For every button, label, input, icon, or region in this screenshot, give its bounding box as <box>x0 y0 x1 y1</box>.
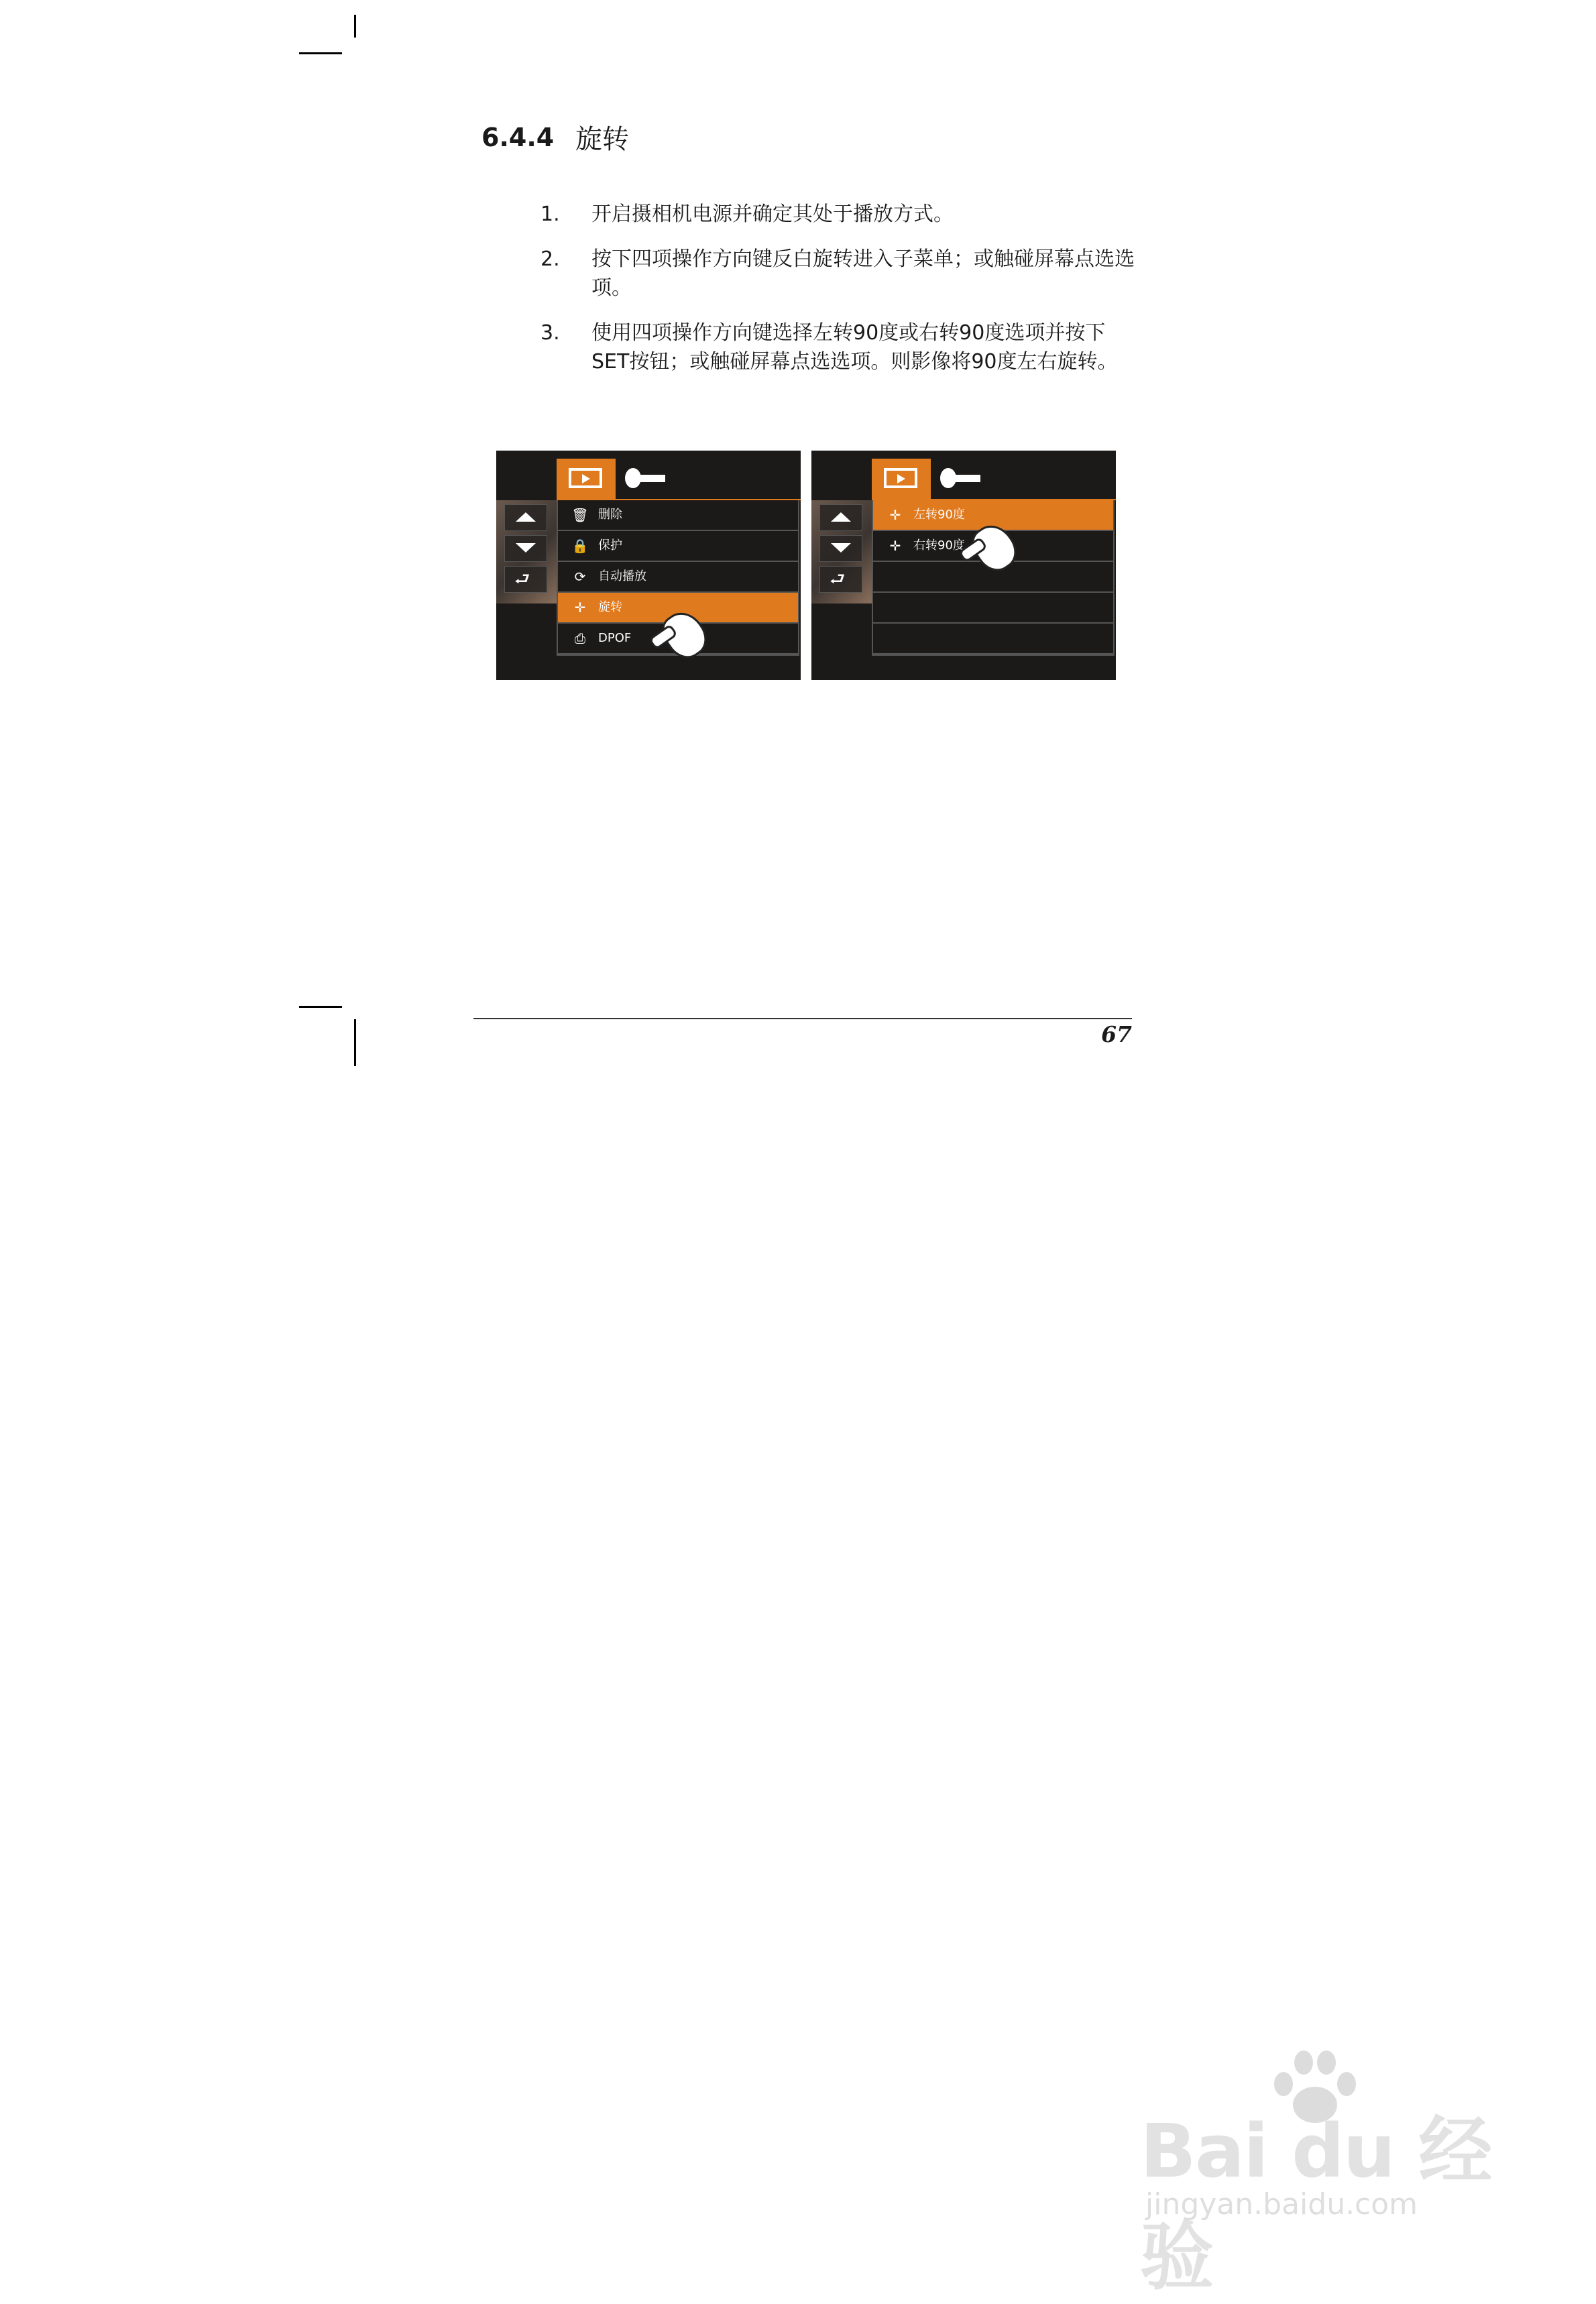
play-triangle <box>582 474 590 483</box>
menu-item-empty <box>873 593 1113 624</box>
step-number: 3. <box>540 321 560 345</box>
rotate-submenu <box>872 500 1115 656</box>
menu-item-label: 保护 <box>598 538 622 553</box>
baidu-watermark <box>1140 2045 1542 2300</box>
menu-item-label: 左转90度 <box>913 508 965 522</box>
rotate-icon: ✛ <box>574 599 586 616</box>
step-text: 使用四项操作方向键选择左转90度或右转90度选项并按下SET按钮；或触碰屏幕点选选项。则影像将90度左右旋转。 <box>591 321 1118 373</box>
return-button[interactable] <box>819 566 862 593</box>
watermark-url: jingyan.baidu.com <box>1145 2187 1418 2222</box>
print-icon: ⎙ <box>575 630 585 646</box>
scroll-up-button[interactable] <box>819 504 862 531</box>
step-number: 2. <box>540 247 560 271</box>
menu-item-label: 删除 <box>598 508 622 522</box>
step-list <box>540 200 1137 392</box>
setup-tab[interactable] <box>616 459 675 499</box>
crop-mark <box>299 1006 342 1008</box>
section-number: 6.4.4 <box>481 122 555 152</box>
wrench-handle <box>951 475 980 482</box>
menu-item-label: 旋转 <box>598 600 622 614</box>
menu-item-label: 右转90度 <box>913 538 965 553</box>
return-icon: ⮐ <box>830 569 846 589</box>
camera-screen-playback-menu <box>496 451 801 680</box>
crop-mark <box>354 1019 356 1066</box>
lock-icon: 🔒 <box>571 538 589 554</box>
section-heading <box>481 118 629 156</box>
menu-item-delete[interactable] <box>558 500 798 531</box>
playback-tab[interactable] <box>872 459 931 499</box>
footer-rule <box>473 1018 1132 1019</box>
menu-tabs <box>557 459 675 499</box>
scroll-down-button[interactable] <box>819 535 862 562</box>
step-text: 开启摄相机电源并确定其处于播放方式。 <box>591 203 954 226</box>
thumbnail-strip <box>811 500 872 603</box>
wrench-handle <box>636 475 665 482</box>
step-item <box>540 200 1137 229</box>
menu-item-label: DPOF <box>598 631 632 645</box>
menu-item-empty <box>873 624 1113 654</box>
trash-icon: 🗑 <box>571 507 589 523</box>
step-item <box>540 245 1137 302</box>
section-title: 旋转 <box>575 124 629 155</box>
step-number: 1. <box>540 203 560 226</box>
menu-item-label: 自动播放 <box>598 569 646 583</box>
page-number: 67 <box>1101 1021 1132 1047</box>
watermark-brand: Bai du 经验 <box>1140 2108 1491 2300</box>
arrow-up-icon <box>831 512 851 522</box>
scroll-up-button[interactable] <box>504 504 547 531</box>
menu-item-autoplay[interactable] <box>558 562 798 593</box>
crop-mark <box>299 52 342 54</box>
crop-mark <box>354 15 356 38</box>
menu-item-protect[interactable] <box>558 531 798 562</box>
thumbnail-strip <box>496 500 557 603</box>
autoplay-icon: ⟳ <box>574 569 586 585</box>
return-icon: ⮐ <box>514 569 530 589</box>
rotate-left-icon: ✛ <box>889 507 901 523</box>
step-item <box>540 319 1137 376</box>
play-triangle <box>897 474 905 483</box>
playback-tab[interactable] <box>557 459 616 499</box>
menu-tabs <box>872 459 990 499</box>
camera-screen-rotate-submenu <box>811 451 1116 680</box>
setup-tab[interactable] <box>931 459 990 499</box>
rotate-right-icon: ✛ <box>889 538 901 554</box>
arrow-down-icon <box>831 543 851 553</box>
step-text: 按下四项操作方向键反白旋转进入子菜单；或触碰屏幕点选选项。 <box>591 247 1135 300</box>
arrow-up-icon <box>516 512 536 522</box>
return-button[interactable] <box>504 566 547 593</box>
arrow-down-icon <box>516 543 536 553</box>
scroll-down-button[interactable] <box>504 535 547 562</box>
